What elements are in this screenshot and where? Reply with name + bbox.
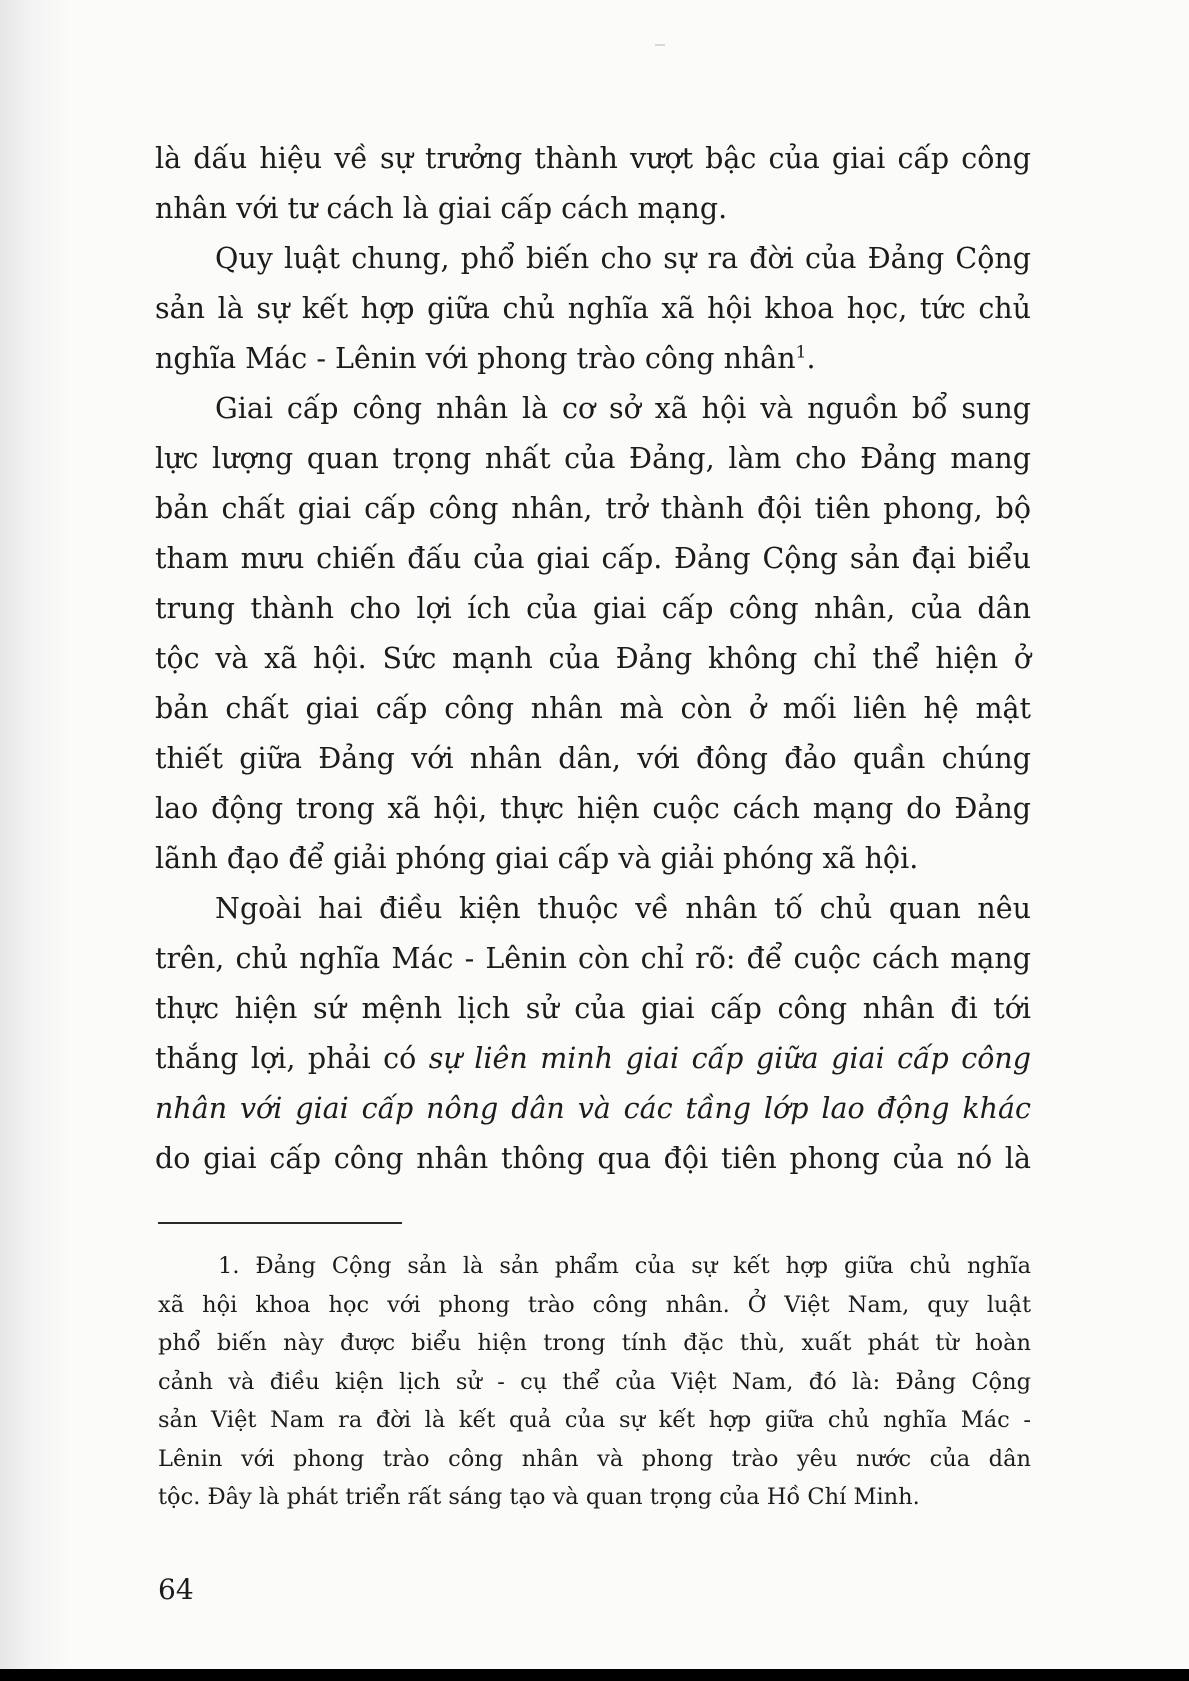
- page-number: 64: [158, 1573, 194, 1606]
- footnote-separator: [158, 1222, 402, 1224]
- footnote-line: phổ biến này được biểu hiện trong tính đặc thù, xuất phát từ hoàn: [158, 1330, 1031, 1356]
- text-line: thiết giữa Đảng với nhân dân, với đông đảo quần chúng: [155, 742, 1031, 775]
- scan-bottom-edge: [0, 1669, 1189, 1681]
- paragraph-1: [155, 134, 1031, 234]
- paragraph-3: [155, 384, 1031, 884]
- text-line: Giai cấp công nhân là cơ sở xã hội và nguồn bổ sung: [215, 392, 1031, 425]
- footnote: [158, 1247, 1031, 1517]
- footnote-line: sản Việt Nam ra đời là kết quả của sự kết hợp giữa chủ nghĩa Mác -: [158, 1407, 1031, 1433]
- emphasis-text: sự liên minh giai cấp giữa giai cấp công: [428, 1042, 1031, 1075]
- text-line: tham mưu chiến đấu của giai cấp. Đảng Cộng sản đại biểu: [155, 542, 1031, 575]
- text-segment: nghĩa Mác - Lênin với phong trào công nhân: [155, 342, 796, 375]
- scan-speck: [655, 44, 665, 46]
- text-line: bản chất giai cấp công nhân, trở thành đội tiên phong, bộ: [155, 492, 1031, 525]
- text-line: lãnh đạo để giải phóng giai cấp và giải phóng xã hội.: [155, 842, 919, 875]
- text-line: Quy luật chung, phổ biến cho sự ra đời của Đảng Cộng: [215, 242, 1031, 275]
- text-line-with-footnote-ref: [155, 334, 1031, 384]
- text-line: tộc và xã hội. Sức mạnh của Đảng không chỉ thể hiện ở: [155, 642, 1031, 675]
- text-line: trung thành cho lợi ích của giai cấp công nhân, của dân: [155, 592, 1031, 625]
- scan-gutter-shadow: [0, 0, 70, 1681]
- footnote-line: xã hội khoa học với phong trào công nhân. Ở Việt Nam, quy luật: [158, 1291, 1031, 1318]
- text-segment: thắng lợi, phải có: [155, 1042, 429, 1075]
- text-line: thực hiện sứ mệnh lịch sử của giai cấp công nhân đi tới: [155, 992, 1031, 1025]
- text-segment: .: [806, 342, 816, 375]
- footnote-line: tộc. Đây là phát triển rất sáng tạo và quan trọng của Hồ Chí Minh.: [158, 1484, 920, 1510]
- footnote-reference[interactable]: 1: [795, 342, 807, 363]
- paragraph-2: [155, 234, 1031, 384]
- paragraph-4: [155, 884, 1031, 1184]
- text-line: sản là sự kết hợp giữa chủ nghĩa xã hội khoa học, tức chủ: [155, 292, 1031, 325]
- text-line: lao động trong xã hội, thực hiện cuộc cách mạng do Đảng: [155, 792, 1031, 825]
- text-line: nhân với tư cách là giai cấp cách mạng.: [155, 192, 728, 225]
- body-text: [155, 134, 1031, 1184]
- text-line-italic: [155, 1084, 1031, 1134]
- text-line-mixed: [155, 1034, 1031, 1084]
- text-line: do giai cấp công nhân thông qua đội tiên phong của nó là: [155, 1142, 1031, 1175]
- footnote-line: 1. Đảng Cộng sản là sản phẩm của sự kết hợp giữa chủ nghĩa: [218, 1253, 1031, 1279]
- text-line: Ngoài hai điều kiện thuộc về nhân tố chủ quan nêu: [215, 892, 1031, 925]
- text-line: là dấu hiệu về sự trưởng thành vượt bậc của giai cấp công: [155, 142, 1031, 175]
- text-line: bản chất giai cấp công nhân mà còn ở mối liên hệ mật: [155, 692, 1031, 725]
- emphasis-text: nhân với giai cấp nông dân và các tầng lớp lao động khác: [155, 1092, 1031, 1125]
- footnote-line: Lênin với phong trào công nhân và phong trào yêu nước của dân: [158, 1445, 1031, 1472]
- footnote-line: cảnh và điều kiện lịch sử - cụ thể của Việt Nam, đó là: Đảng Cộng: [158, 1368, 1031, 1395]
- text-line: lực lượng quan trọng nhất của Đảng, làm cho Đảng mang: [155, 442, 1031, 475]
- text-line: trên, chủ nghĩa Mác - Lênin còn chỉ rõ: để cuộc cách mạng: [155, 942, 1031, 975]
